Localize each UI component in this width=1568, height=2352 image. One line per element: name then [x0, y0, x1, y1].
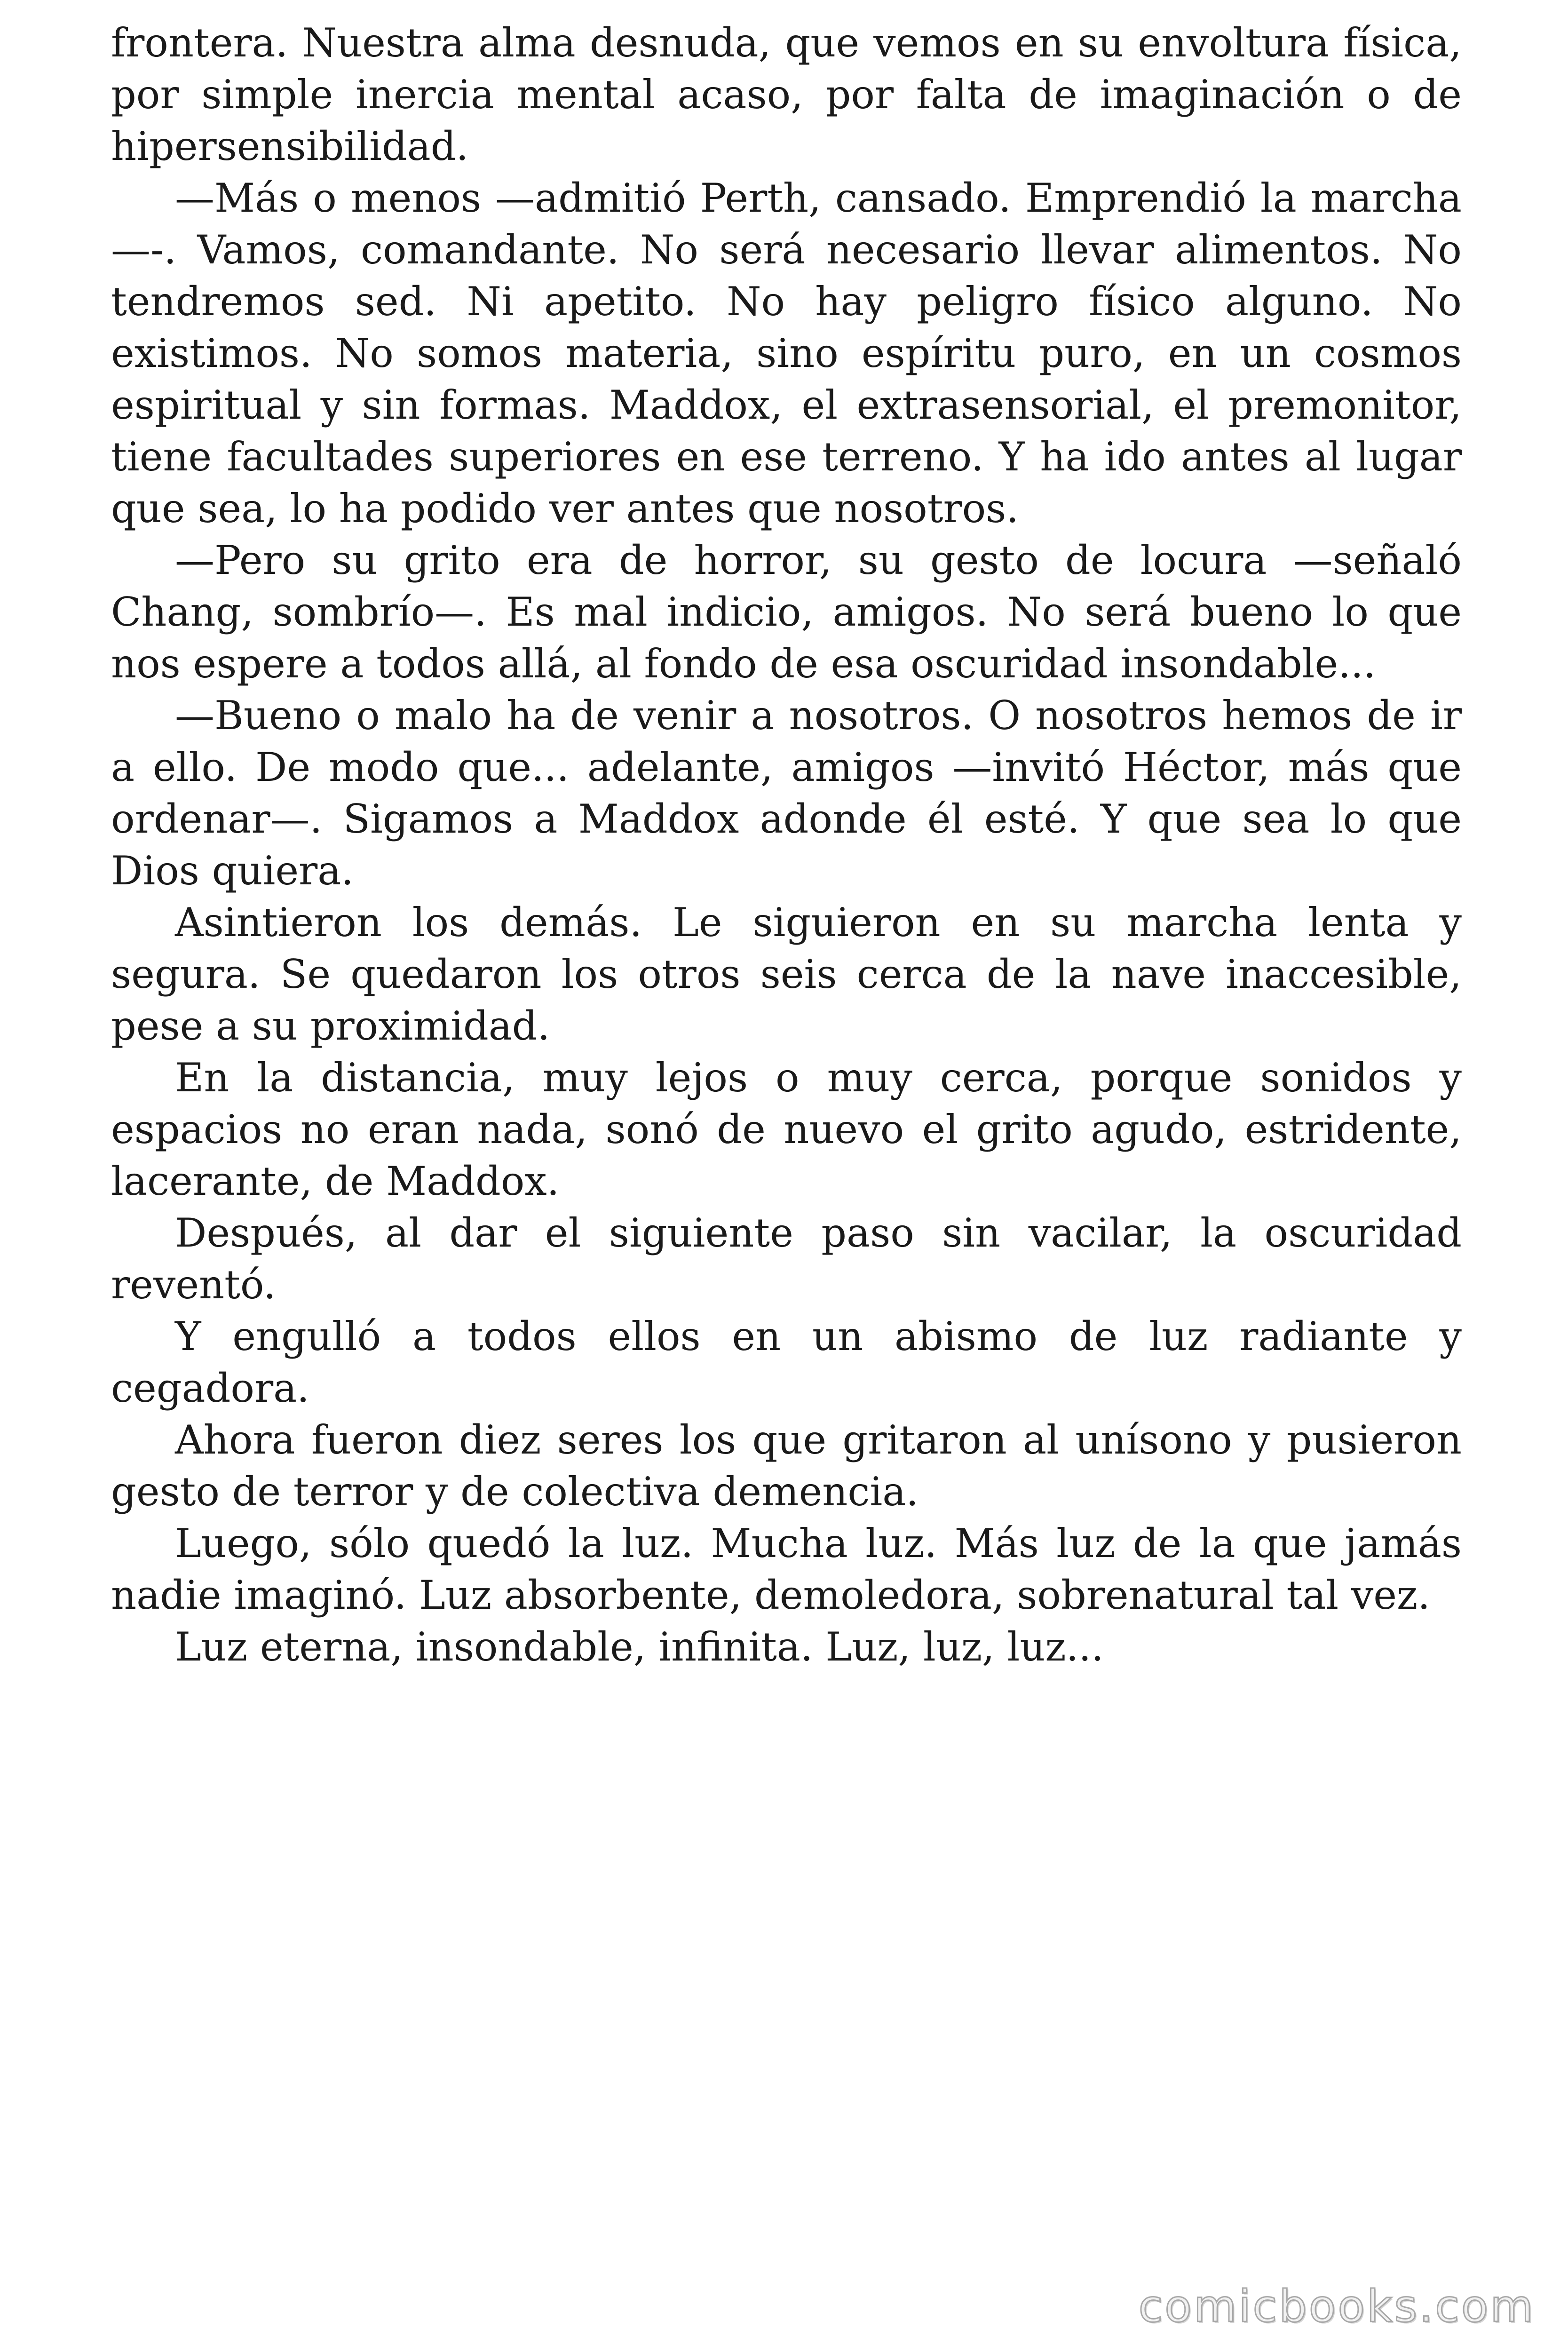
watermark: comicbooks.com	[1138, 2281, 1535, 2332]
paragraph-3: —Pero su grito era de horror, su gesto de locura —señaló Chang, sombrío—. Es mal indicio, amigos. No será bueno lo que nos espere a todos allá, al fondo de esa oscuridad insondable...	[111, 537, 1462, 687]
paragraph-8: Y engulló a todos ellos en un abismo de luz radiante y cegadora.	[111, 1313, 1462, 1411]
paragraph-2: —Más o menos —admitió Perth, cansado. Emprendió la marcha —-. Vamos, comandante. No será necesario llevar alimentos. No tendremos sed. Ni apetito. No hay peligro físico alguno. No existimos. No somos materia, sino espíritu puro, en un cosmos espiritual y sin formas. Maddox, el extrasensorial, el premonitor, tiene facultades superiores en ese terreno. Y ha ido antes al lugar que sea, lo ha podido ver antes que nosotros.	[111, 175, 1462, 532]
paragraph-6: En la distancia, muy lejos o muy cerca, porque sonidos y espacios no eran nada, sonó de nuevo el grito agudo, estridente, lacerante, de Maddox.	[111, 1055, 1462, 1204]
paragraph-9: Ahora fueron diez seres los que gritaron al unísono y pusieron gesto de terror y de colectiva demencia.	[111, 1417, 1462, 1515]
paragraph-1: frontera. Nuestra alma desnuda, que vemos en su envoltura física, por simple inercia mental acaso, por falta de imaginación o de hipersensibilidad.	[111, 20, 1462, 169]
paragraph-11: Luz eterna, insondable, infinita. Luz, luz, luz...	[175, 1624, 1104, 1670]
paragraph-5: Asintieron los demás. Le siguieron en su marcha lenta y segura. Se quedaron los otros seis cerca de la nave inaccesible, pese a su proximidad.	[111, 899, 1462, 1049]
paragraph-4: —Bueno o malo ha de venir a nosotros. O nosotros hemos de ir a ello. De modo que... adelante, amigos —invitó Héctor, más que ordenar—. Sigamos a Maddox adonde él esté. Y que sea lo que Dios quiera.	[111, 692, 1462, 894]
paragraph-7: Después, al dar el siguiente paso sin vacilar, la oscuridad reventó.	[111, 1210, 1462, 1308]
page-body	[111, 17, 1462, 1673]
paragraph-10: Luego, sólo quedó la luz. Mucha luz. Más luz de la que jamás nadie imaginó. Luz absorbente, demoledora, sobrenatural tal vez.	[111, 1520, 1462, 1618]
